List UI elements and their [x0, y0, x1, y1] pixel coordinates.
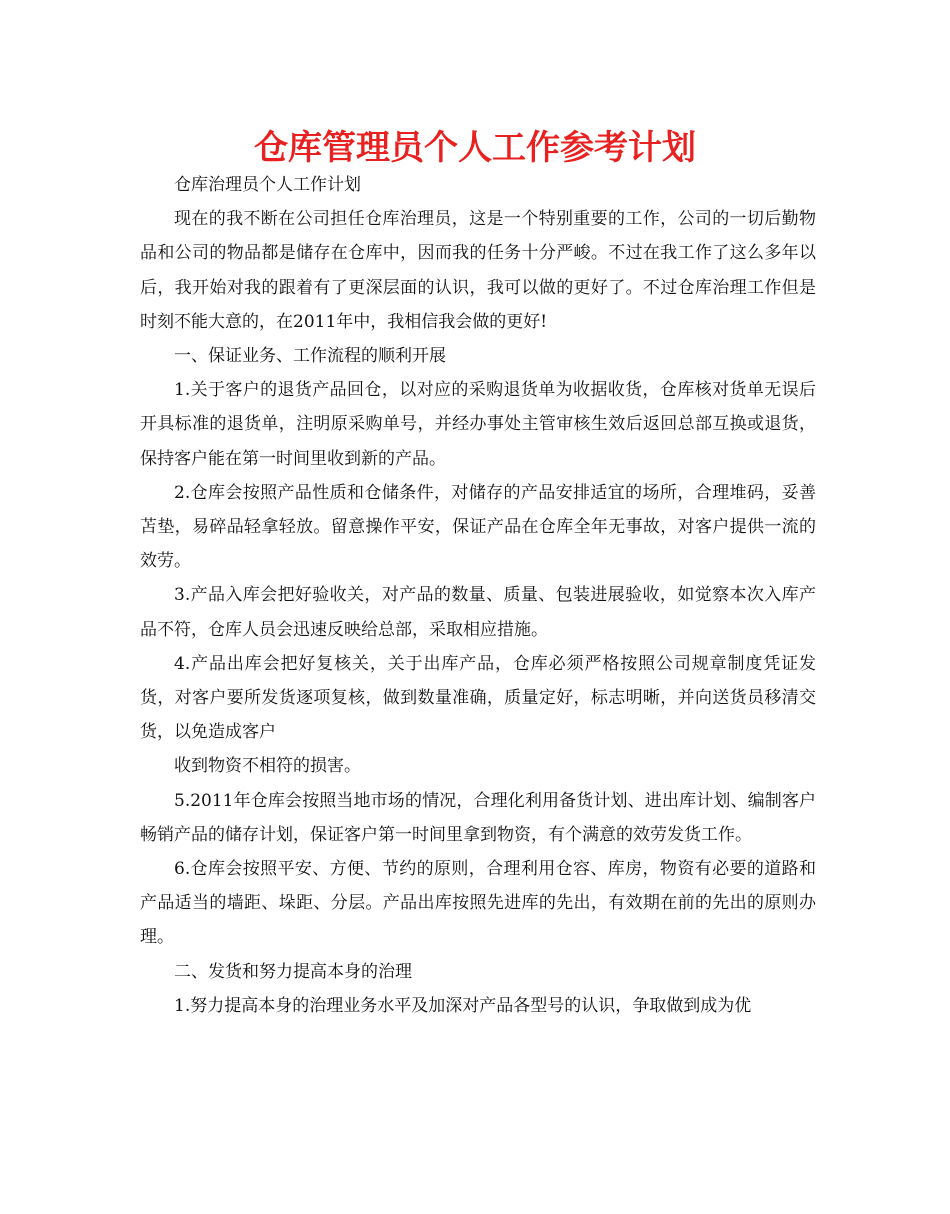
paragraph-item-1-3: 3.产品入库会把好验收关，对产品的数量、质量、包装进展验收，如觉察本次入库产品不符，仓库人员会迅速反映给总部，采取相应措施。: [140, 585, 816, 640]
section-heading-2: 二、发货和努力提高本身的治理: [174, 961, 412, 982]
paragraph-item-1-5: 5.2011年仓库会按照当地市场的情况，合理化利用备货计划、进出库计划、编制客户畅销产品的储存计划，保证客户第一时间里拿到物资，有个满意的效劳发货工作。: [140, 790, 816, 845]
paragraph-item-1-1: 1.关于客户的退货产品回仓，以对应的采购退货单为收据收货，仓库核对货单无误后开具标准的退货单，注明原采购单号，并经办事处主管审核生效后返回总部互换或退货，保持客户能在第一时间里收到新的产品。: [140, 380, 816, 469]
paragraph-item-1-4: 4.产品出库会把好复核关，关于出库产品，仓库必须严格按照公司规章制度凭证发货，对客户要所发货逐项复核，做到数量准确，质量定好，标志明晰，并向送货员移清交货，以免造成客户: [140, 653, 816, 743]
subtitle-paragraph: 仓库治理员个人工作计划: [174, 175, 361, 195]
paragraph-item-1-4-continued: 收到物资不相符的损害。: [174, 756, 361, 777]
paragraph-item-1-2: 2.仓库会按照产品性质和仓储条件，对储存的产品安排适宜的场所，合理堆码，妥善苫垫，易碎品轻拿轻放。留意操作平安，保证产品在仓库全年无事故，对客户提供一流的效劳。: [140, 482, 816, 572]
document-title: 仓库管理员个人工作参考计划: [254, 128, 696, 168]
section-heading-1: 一、保证业务、工作流程的顺利开展: [174, 346, 446, 367]
paragraph-item-1-6: 6.仓库会按照平安、方便、节约的原则，合理利用仓容、库房，物资有必要的道路和产品适当的墙距、垛距、分层。产品出库按照先进库的先出，有效期在前的先出的原则办理。: [140, 859, 816, 948]
document-body: [140, 168, 816, 1023]
paragraph-item-2-1: 1.努力提高本身的治理业务水平及加深对产品各型号的认识，争取做到成为优: [174, 995, 752, 1016]
intro-paragraph: 现在的我不断在公司担任仓库治理员，这是一个特别重要的工作，公司的一切后勤物品和公司的物品都是储存在仓库中，因而我的任务十分严峻。不过在我工作了这么多年以后，我开始对我的跟着有了更深层面的认识，我可以做的更好了。不过仓库治理工作但是时刻不能大意的，在2011年中，我相信我会做的更好!: [140, 209, 816, 332]
